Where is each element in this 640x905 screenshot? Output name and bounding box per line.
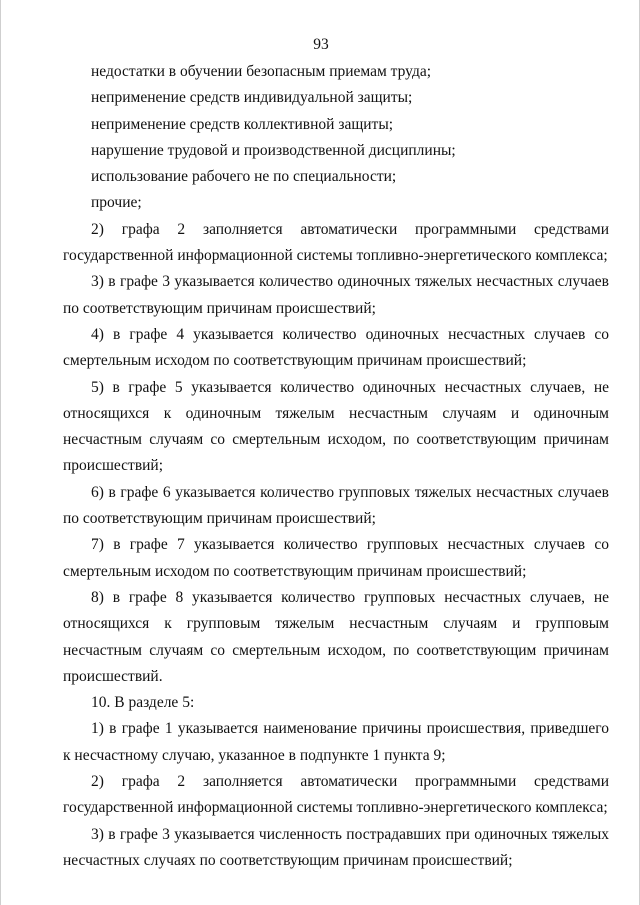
paragraph-16: 2) графа 2 заполняется автоматически программными средствами государственной информационной системы топливно-энергетического комплекса; — [63, 773, 609, 817]
paragraph-8: 3) в графе 3 указывается количество одиночных тяжелых несчастных случаев по соответствующим причинам происшествий; — [63, 273, 609, 317]
paragraph-2: неприменение средств индивидуальной защиты; — [91, 89, 413, 107]
paragraph-6: прочие; — [91, 194, 142, 212]
paragraph-13: 8) в графе 8 указывается количество групповых несчастных случаев, не относящихся к групповым тяжелым несчастным случаям и групповым несчастным случаям со смертельным исходом, по соответствующим причинам происшествий. — [63, 588, 609, 685]
paragraph-11: 6) в графе 6 указывается количество групповых тяжелых несчастных случаев по соответствующим причинам происшествий; — [63, 483, 609, 528]
paragraph-12: 7) в графе 7 указывается количество групповых несчастных случаев со смертельным исходом по соответствующим причинам происшествий; — [63, 536, 609, 580]
paragraph-1: недостатки в обучении безопасным приемам труда; — [91, 63, 432, 80]
paragraph-9: 4) в графе 4 указывается количество одиночных несчастных случаев со смертельным исходом по соответствующим причинам происшествий; — [63, 325, 609, 370]
paragraph-5: использование рабочего не по специальности; — [91, 168, 397, 186]
paragraph-15: 1) в графе 1 указывается наименование причины происшествия, приведшего к несчастному случаю, указанное в подпункте 1 пункта 9; — [63, 720, 609, 764]
page-number: 93 — [313, 36, 329, 53]
paragraph-7: 2) графа 2 заполняется автоматически программными средствами государственной информационной системы топливно-энергетического комплекса; — [63, 220, 609, 265]
paragraph-3: неприменение средств коллективной защиты; — [91, 115, 394, 133]
paragraph-17: 3) в графе 3 указывается численность пострадавших при одиночных тяжелых несчастных случаях по соответствующим причинам происшествий; — [63, 825, 609, 869]
paragraph-14: 10. В разделе 5: — [91, 694, 195, 712]
document-body — [63, 59, 609, 874]
paragraph-10: 5) в графе 5 указывается количество одиночных несчастных случаев, не относящихся к одиночным тяжелым несчастным случаям и одиночным несчастным случаям со смертельным исходом, по соответствующим причинам происшествий; — [63, 378, 609, 475]
paragraph-4: нарушение трудовой и производственной дисциплины; — [91, 141, 456, 159]
